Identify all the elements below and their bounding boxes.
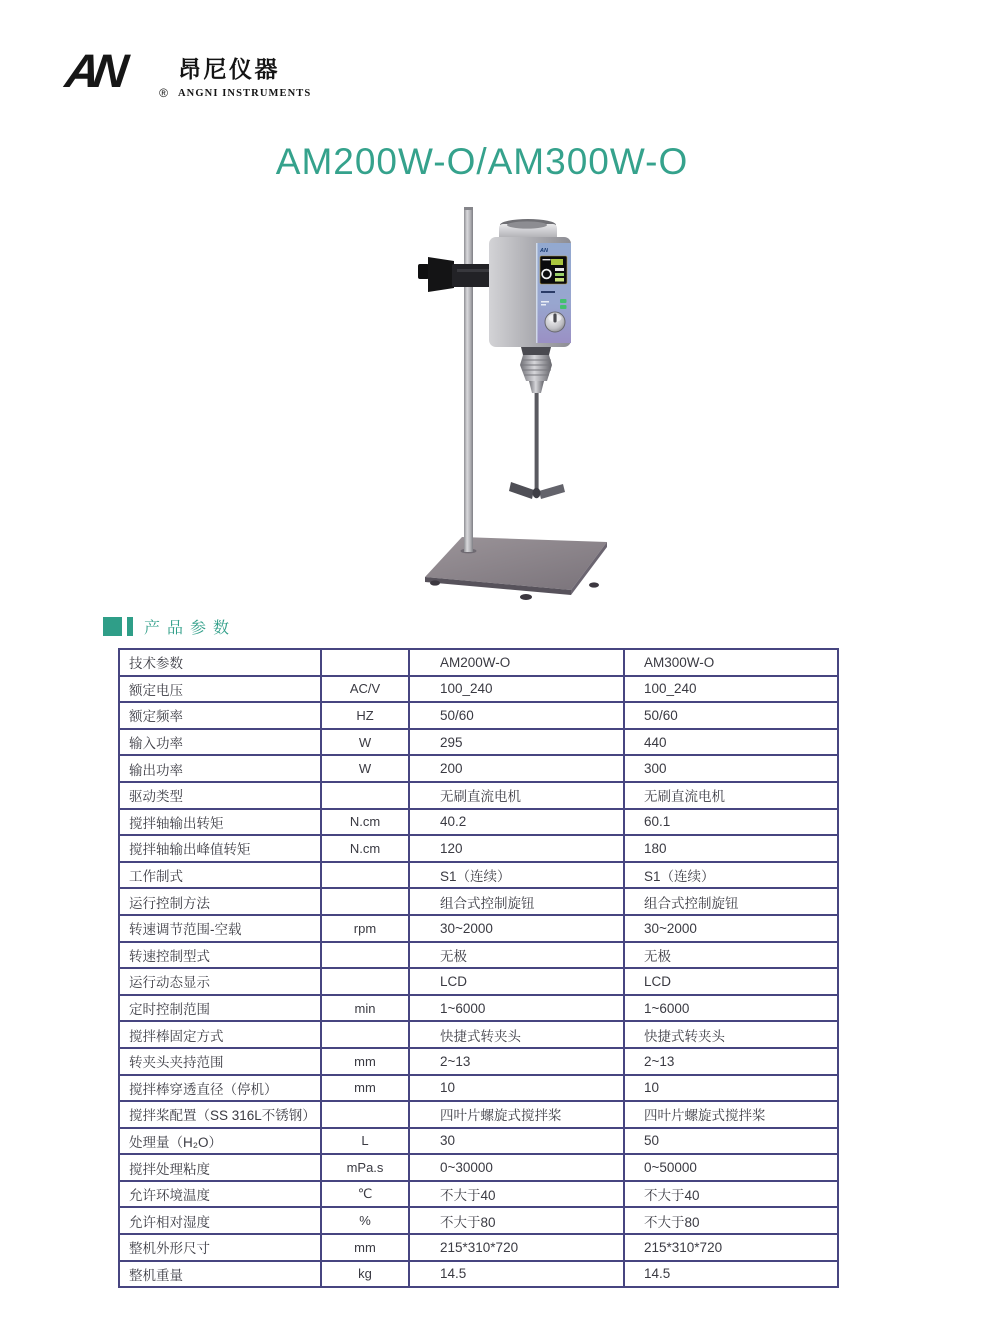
- param-unit: N.cm: [321, 835, 409, 862]
- param-name: 工作制式: [119, 862, 321, 889]
- section-title: 产品参数: [144, 619, 237, 637]
- panel-logo-icon: AN: [540, 248, 548, 254]
- param-name: 搅拌棒固定方式: [119, 1021, 321, 1048]
- control-knob: [545, 312, 565, 332]
- value-am300: 30~2000: [624, 915, 838, 942]
- value-am200: 30: [409, 1128, 624, 1155]
- control-panel: [536, 243, 571, 343]
- lcd-display: [540, 256, 567, 284]
- param-unit: mm: [321, 1234, 409, 1261]
- param-unit: mm: [321, 1075, 409, 1102]
- param-unit: [321, 1101, 409, 1128]
- value-am200: 0~30000: [409, 1154, 624, 1181]
- section-square-icon: [103, 617, 122, 636]
- param-unit: [321, 942, 409, 969]
- section-bar-icon: [127, 617, 133, 636]
- value-am200: 2~13: [409, 1048, 624, 1075]
- value-am300: 2~13: [624, 1048, 838, 1075]
- table-row: [119, 782, 838, 809]
- overhead-stirrer-illustration: [405, 203, 645, 603]
- value-am200: 40.2: [409, 809, 624, 836]
- param-unit: N.cm: [321, 809, 409, 836]
- stand-rod: [461, 207, 477, 553]
- value-am200: 不大于80: [409, 1207, 624, 1234]
- param-name: 额定电压: [119, 676, 321, 703]
- param-name: 搅拌处理粘度: [119, 1154, 321, 1181]
- panel-model-label: [541, 291, 555, 293]
- param-name: 搅拌轴输出转矩: [119, 809, 321, 836]
- value-am200: 不大于40: [409, 1181, 624, 1208]
- param-unit: W: [321, 729, 409, 756]
- param-name: 驱动类型: [119, 782, 321, 809]
- value-am200: S1（连续）: [409, 862, 624, 889]
- value-am300: 四叶片螺旋式搅拌桨: [624, 1101, 838, 1128]
- param-name: 搅拌棒穿透直径（停机）: [119, 1075, 321, 1102]
- brand-logo: [62, 46, 311, 100]
- param-unit: rpm: [321, 915, 409, 942]
- param-unit: [321, 862, 409, 889]
- brand-an-logo-icon: [62, 46, 166, 100]
- table-row: [119, 1021, 838, 1048]
- value-am200: 200: [409, 755, 624, 782]
- value-am300: 50/60: [624, 702, 838, 729]
- brand-name-en: ANGNI INSTRUMENTS: [178, 88, 312, 99]
- value-am300: 不大于40: [624, 1181, 838, 1208]
- value-am200: 120: [409, 835, 624, 862]
- table-row: [119, 862, 838, 889]
- value-am200: 快捷式转夹头: [409, 1021, 624, 1048]
- param-name: 运行控制方法: [119, 888, 321, 915]
- value-am300: 1~6000: [624, 995, 838, 1022]
- param-name: 允许相对湿度: [119, 1207, 321, 1234]
- table-row: [119, 729, 838, 756]
- param-name: 转夹头夹持范围: [119, 1048, 321, 1075]
- table-row: [119, 809, 838, 836]
- param-unit: kg: [321, 1261, 409, 1288]
- spec-table: [118, 648, 839, 1288]
- table-row: [119, 1075, 838, 1102]
- brand-name-cn: 昂尼仪器: [178, 56, 280, 82]
- value-am200: 30~2000: [409, 915, 624, 942]
- param-unit: L: [321, 1128, 409, 1155]
- table-row: [119, 1128, 838, 1155]
- value-am300: 60.1: [624, 809, 838, 836]
- param-name: 输入功率: [119, 729, 321, 756]
- value-am300: 300: [624, 755, 838, 782]
- value-am300: 0~50000: [624, 1154, 838, 1181]
- param-name: 整机重量: [119, 1261, 321, 1288]
- param-name: 转速控制型式: [119, 942, 321, 969]
- value-am300: 215*310*720: [624, 1234, 838, 1261]
- header-param-label: 技术参数: [119, 649, 321, 676]
- value-am300: 无刷直流电机: [624, 782, 838, 809]
- table-row: [119, 915, 838, 942]
- param-name: 搅拌轴输出峰值转矩: [119, 835, 321, 862]
- param-unit: AC/V: [321, 676, 409, 703]
- param-unit: [321, 968, 409, 995]
- stand-base: [425, 537, 607, 600]
- value-am300: 180: [624, 835, 838, 862]
- param-unit: [321, 888, 409, 915]
- param-name: 定时控制范围: [119, 995, 321, 1022]
- param-unit: min: [321, 995, 409, 1022]
- header-model-am200: AM200W-O: [409, 649, 624, 676]
- value-am300: S1（连续）: [624, 862, 838, 889]
- value-am300: 无极: [624, 942, 838, 969]
- table-row: [119, 942, 838, 969]
- value-am300: 不大于80: [624, 1207, 838, 1234]
- table-row: [119, 888, 838, 915]
- table-row: [119, 702, 838, 729]
- param-name: 搅拌桨配置（SS 316L不锈钢）: [119, 1101, 321, 1128]
- value-am300: 440: [624, 729, 838, 756]
- header-unit-label: [321, 649, 409, 676]
- table-row: [119, 1101, 838, 1128]
- clamp: [418, 257, 501, 292]
- value-am200: 四叶片螺旋式搅拌桨: [409, 1101, 624, 1128]
- param-name: 转速调节范围-空载: [119, 915, 321, 942]
- param-name: 允许环境温度: [119, 1181, 321, 1208]
- value-am300: 14.5: [624, 1261, 838, 1288]
- table-row: [119, 755, 838, 782]
- param-unit: %: [321, 1207, 409, 1234]
- param-unit: [321, 1021, 409, 1048]
- param-unit: HZ: [321, 702, 409, 729]
- table-header-row: [119, 649, 838, 676]
- value-am200: 295: [409, 729, 624, 756]
- value-am300: LCD: [624, 968, 838, 995]
- brand-names: [178, 46, 311, 99]
- param-name: 额定频率: [119, 702, 321, 729]
- stirring-shaft: [535, 393, 539, 489]
- table-row: [119, 995, 838, 1022]
- value-am300: 10: [624, 1075, 838, 1102]
- value-am200: 10: [409, 1075, 624, 1102]
- table-row: [119, 835, 838, 862]
- value-am200: LCD: [409, 968, 624, 995]
- value-am300: 100_240: [624, 676, 838, 703]
- brand-an-text: AN: [62, 44, 126, 97]
- product-image: [405, 203, 645, 603]
- section-header: [103, 616, 236, 636]
- param-unit: W: [321, 755, 409, 782]
- value-am200: 1~6000: [409, 995, 624, 1022]
- value-am200: 100_240: [409, 676, 624, 703]
- param-unit: ℃: [321, 1181, 409, 1208]
- value-am300: 快捷式转夹头: [624, 1021, 838, 1048]
- table-row: [119, 1234, 838, 1261]
- param-unit: mm: [321, 1048, 409, 1075]
- param-name: 运行动态显示: [119, 968, 321, 995]
- value-am200: 组合式控制旋钮: [409, 888, 624, 915]
- param-name: 输出功率: [119, 755, 321, 782]
- param-unit: mPa.s: [321, 1154, 409, 1181]
- table-row: [119, 1154, 838, 1181]
- page-title: AM200W-O/AM300W-O: [275, 141, 689, 182]
- table-row: [119, 1181, 838, 1208]
- param-name: 整机外形尺寸: [119, 1234, 321, 1261]
- table-row: [119, 1048, 838, 1075]
- table-row: [119, 968, 838, 995]
- table-row: [119, 1261, 838, 1288]
- value-am300: 50: [624, 1128, 838, 1155]
- param-unit: [321, 782, 409, 809]
- header-model-am300: AM300W-O: [624, 649, 838, 676]
- table-row: [119, 676, 838, 703]
- value-am200: 无刷直流电机: [409, 782, 624, 809]
- value-am200: 14.5: [409, 1261, 624, 1288]
- chuck: [520, 347, 552, 393]
- value-am200: 无极: [409, 942, 624, 969]
- registered-mark: ®: [159, 86, 168, 100]
- value-am300: 组合式控制旋钮: [624, 888, 838, 915]
- value-am200: 215*310*720: [409, 1234, 624, 1261]
- value-am200: 50/60: [409, 702, 624, 729]
- param-name: 处理量（H₂O）: [119, 1128, 321, 1155]
- table-row: [119, 1207, 838, 1234]
